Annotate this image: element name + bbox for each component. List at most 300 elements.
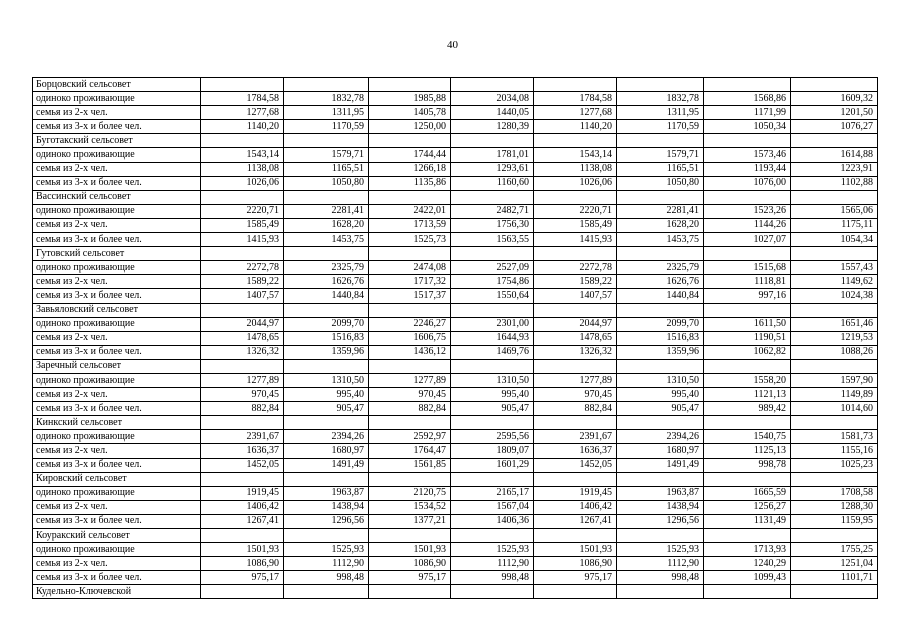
empty-cell bbox=[284, 190, 369, 204]
table-row bbox=[33, 402, 878, 416]
value-cell: 1267,41 bbox=[201, 514, 284, 528]
value-cell: 1088,26 bbox=[791, 345, 878, 359]
value-cell: 1266,18 bbox=[369, 162, 451, 176]
value-cell: 1755,25 bbox=[791, 543, 878, 557]
table-row bbox=[33, 261, 878, 275]
group-name: Вассинский сельсовет bbox=[33, 190, 201, 204]
value-cell: 975,17 bbox=[369, 571, 451, 585]
table-row bbox=[33, 120, 878, 134]
value-cell: 2474,08 bbox=[369, 261, 451, 275]
row-label: одиноко проживающие bbox=[33, 204, 201, 218]
empty-cell bbox=[201, 585, 284, 599]
value-cell: 1636,37 bbox=[534, 444, 617, 458]
value-cell: 1597,90 bbox=[791, 373, 878, 387]
empty-cell bbox=[534, 359, 617, 373]
empty-cell bbox=[704, 78, 791, 92]
row-label: семья из 2-х чел. bbox=[33, 444, 201, 458]
table-body bbox=[33, 78, 878, 599]
row-label: одиноко проживающие bbox=[33, 430, 201, 444]
value-cell: 2301,00 bbox=[451, 317, 534, 331]
value-cell: 1609,32 bbox=[791, 92, 878, 106]
value-cell: 2272,78 bbox=[534, 261, 617, 275]
value-cell: 1310,50 bbox=[451, 373, 534, 387]
group-name: Кировский сельсовет bbox=[33, 472, 201, 486]
value-cell: 905,47 bbox=[617, 402, 704, 416]
value-cell: 1440,05 bbox=[451, 106, 534, 120]
value-cell: 1919,45 bbox=[534, 486, 617, 500]
value-cell: 1585,49 bbox=[201, 218, 284, 232]
value-cell: 1478,65 bbox=[534, 331, 617, 345]
value-cell: 2165,17 bbox=[451, 486, 534, 500]
value-cell: 1050,34 bbox=[704, 120, 791, 134]
empty-cell bbox=[451, 472, 534, 486]
value-cell: 1764,47 bbox=[369, 444, 451, 458]
value-cell: 1581,73 bbox=[791, 430, 878, 444]
empty-cell bbox=[201, 78, 284, 92]
empty-cell bbox=[534, 190, 617, 204]
value-cell: 1415,93 bbox=[201, 233, 284, 247]
group-header-row bbox=[33, 247, 878, 261]
group-name: Кинкский сельсовет bbox=[33, 416, 201, 430]
value-cell: 1201,50 bbox=[791, 106, 878, 120]
table-row bbox=[33, 486, 878, 500]
value-cell: 1452,05 bbox=[201, 458, 284, 472]
value-cell: 1359,96 bbox=[617, 345, 704, 359]
value-cell: 1754,86 bbox=[451, 275, 534, 289]
empty-cell bbox=[791, 359, 878, 373]
value-cell: 1296,56 bbox=[617, 514, 704, 528]
empty-cell bbox=[369, 472, 451, 486]
value-cell: 1626,76 bbox=[284, 275, 369, 289]
value-cell: 970,45 bbox=[369, 388, 451, 402]
value-cell: 1534,52 bbox=[369, 500, 451, 514]
value-cell: 1406,42 bbox=[201, 500, 284, 514]
empty-cell bbox=[451, 585, 534, 599]
value-cell: 1086,90 bbox=[534, 557, 617, 571]
empty-cell bbox=[284, 529, 369, 543]
value-cell: 995,40 bbox=[451, 388, 534, 402]
value-cell: 1585,49 bbox=[534, 218, 617, 232]
empty-cell bbox=[284, 416, 369, 430]
empty-cell bbox=[704, 585, 791, 599]
empty-cell bbox=[284, 472, 369, 486]
empty-cell bbox=[451, 78, 534, 92]
empty-cell bbox=[534, 303, 617, 317]
value-cell: 1086,90 bbox=[201, 557, 284, 571]
value-cell: 1131,49 bbox=[704, 514, 791, 528]
value-cell: 1165,51 bbox=[617, 162, 704, 176]
value-cell: 1452,05 bbox=[534, 458, 617, 472]
table-row bbox=[33, 345, 878, 359]
value-cell: 1086,90 bbox=[369, 557, 451, 571]
empty-cell bbox=[617, 472, 704, 486]
table-row bbox=[33, 176, 878, 190]
value-cell: 1277,68 bbox=[201, 106, 284, 120]
empty-cell bbox=[617, 359, 704, 373]
value-cell: 1525,73 bbox=[369, 233, 451, 247]
value-cell: 2044,97 bbox=[201, 317, 284, 331]
empty-cell bbox=[617, 416, 704, 430]
value-cell: 1515,68 bbox=[704, 261, 791, 275]
value-cell: 1101,71 bbox=[791, 571, 878, 585]
empty-cell bbox=[791, 472, 878, 486]
value-cell: 1112,90 bbox=[617, 557, 704, 571]
table-row bbox=[33, 373, 878, 387]
value-cell: 2220,71 bbox=[201, 204, 284, 218]
value-cell: 2099,70 bbox=[284, 317, 369, 331]
empty-cell bbox=[369, 190, 451, 204]
value-cell: 882,84 bbox=[369, 402, 451, 416]
group-name: Заречный сельсовет bbox=[33, 359, 201, 373]
value-cell: 1121,13 bbox=[704, 388, 791, 402]
value-cell: 1478,65 bbox=[201, 331, 284, 345]
value-cell: 1170,59 bbox=[284, 120, 369, 134]
group-header-row bbox=[33, 416, 878, 430]
value-cell: 1406,42 bbox=[534, 500, 617, 514]
value-cell: 1125,13 bbox=[704, 444, 791, 458]
value-cell: 1025,23 bbox=[791, 458, 878, 472]
row-label: одиноко проживающие bbox=[33, 543, 201, 557]
value-cell: 2391,67 bbox=[534, 430, 617, 444]
empty-cell bbox=[617, 247, 704, 261]
value-cell: 1288,30 bbox=[791, 500, 878, 514]
table-row bbox=[33, 92, 878, 106]
value-cell: 995,40 bbox=[284, 388, 369, 402]
value-cell: 1310,50 bbox=[617, 373, 704, 387]
value-cell: 998,48 bbox=[617, 571, 704, 585]
value-cell: 1140,20 bbox=[534, 120, 617, 134]
value-cell: 882,84 bbox=[534, 402, 617, 416]
value-cell: 989,42 bbox=[704, 402, 791, 416]
value-cell: 2527,09 bbox=[451, 261, 534, 275]
value-cell: 1102,88 bbox=[791, 176, 878, 190]
table-row bbox=[33, 148, 878, 162]
value-cell: 1144,26 bbox=[704, 218, 791, 232]
value-cell: 1280,39 bbox=[451, 120, 534, 134]
value-cell: 1407,57 bbox=[534, 289, 617, 303]
empty-cell bbox=[704, 247, 791, 261]
value-cell: 1469,76 bbox=[451, 345, 534, 359]
value-cell: 1026,06 bbox=[534, 176, 617, 190]
table-row bbox=[33, 162, 878, 176]
group-name: Кудельно-Ключевской bbox=[33, 585, 201, 599]
value-cell: 1149,62 bbox=[791, 275, 878, 289]
value-cell: 1267,41 bbox=[534, 514, 617, 528]
table-row bbox=[33, 500, 878, 514]
empty-cell bbox=[704, 359, 791, 373]
value-cell: 1589,22 bbox=[201, 275, 284, 289]
value-cell: 998,78 bbox=[704, 458, 791, 472]
empty-cell bbox=[791, 247, 878, 261]
empty-cell bbox=[201, 416, 284, 430]
value-cell: 1809,07 bbox=[451, 444, 534, 458]
empty-cell bbox=[534, 585, 617, 599]
row-label: семья из 2-х чел. bbox=[33, 500, 201, 514]
group-header-row bbox=[33, 585, 878, 599]
value-cell: 1781,01 bbox=[451, 148, 534, 162]
value-cell: 1440,84 bbox=[284, 289, 369, 303]
value-cell: 1579,71 bbox=[284, 148, 369, 162]
value-cell: 1250,00 bbox=[369, 120, 451, 134]
empty-cell bbox=[704, 134, 791, 148]
value-cell: 1062,82 bbox=[704, 345, 791, 359]
row-label: семья из 2-х чел. bbox=[33, 557, 201, 571]
value-cell: 1076,00 bbox=[704, 176, 791, 190]
value-cell: 1076,27 bbox=[791, 120, 878, 134]
table-row bbox=[33, 289, 878, 303]
empty-cell bbox=[704, 416, 791, 430]
empty-cell bbox=[534, 472, 617, 486]
empty-cell bbox=[201, 472, 284, 486]
value-cell: 1525,93 bbox=[451, 543, 534, 557]
group-header-row bbox=[33, 529, 878, 543]
value-cell: 1525,93 bbox=[284, 543, 369, 557]
row-label: семья из 3-х и более чел. bbox=[33, 233, 201, 247]
row-label: одиноко проживающие bbox=[33, 92, 201, 106]
value-cell: 2394,26 bbox=[617, 430, 704, 444]
value-cell: 1651,46 bbox=[791, 317, 878, 331]
value-cell: 1601,29 bbox=[451, 458, 534, 472]
value-cell: 970,45 bbox=[201, 388, 284, 402]
value-cell: 1832,78 bbox=[284, 92, 369, 106]
value-cell: 975,17 bbox=[534, 571, 617, 585]
row-label: семья из 2-х чел. bbox=[33, 275, 201, 289]
value-cell: 1438,94 bbox=[284, 500, 369, 514]
value-cell: 975,17 bbox=[201, 571, 284, 585]
value-cell: 1296,56 bbox=[284, 514, 369, 528]
value-cell: 1589,22 bbox=[534, 275, 617, 289]
value-cell: 1626,76 bbox=[617, 275, 704, 289]
value-cell: 1415,93 bbox=[534, 233, 617, 247]
empty-cell bbox=[791, 416, 878, 430]
empty-cell bbox=[451, 134, 534, 148]
value-cell: 1963,87 bbox=[617, 486, 704, 500]
value-cell: 997,16 bbox=[704, 289, 791, 303]
value-cell: 1756,30 bbox=[451, 218, 534, 232]
group-header-row bbox=[33, 303, 878, 317]
value-cell: 1293,61 bbox=[451, 162, 534, 176]
empty-cell bbox=[201, 303, 284, 317]
value-cell: 1563,55 bbox=[451, 233, 534, 247]
empty-cell bbox=[201, 529, 284, 543]
row-label: семья из 2-х чел. bbox=[33, 331, 201, 345]
value-cell: 1501,93 bbox=[369, 543, 451, 557]
value-cell: 1175,11 bbox=[791, 218, 878, 232]
empty-cell bbox=[791, 190, 878, 204]
value-cell: 1223,91 bbox=[791, 162, 878, 176]
empty-cell bbox=[617, 78, 704, 92]
row-label: одиноко проживающие bbox=[33, 148, 201, 162]
value-cell: 1540,75 bbox=[704, 430, 791, 444]
row-label: одиноко проживающие bbox=[33, 317, 201, 331]
empty-cell bbox=[791, 134, 878, 148]
group-name: Коуракский сельсовет bbox=[33, 529, 201, 543]
row-label: семья из 3-х и более чел. bbox=[33, 514, 201, 528]
empty-cell bbox=[369, 134, 451, 148]
value-cell: 1516,83 bbox=[284, 331, 369, 345]
value-cell: 1438,94 bbox=[617, 500, 704, 514]
value-cell: 1240,29 bbox=[704, 557, 791, 571]
value-cell: 1099,43 bbox=[704, 571, 791, 585]
value-cell: 1277,68 bbox=[534, 106, 617, 120]
value-cell: 1440,84 bbox=[617, 289, 704, 303]
row-label: семья из 3-х и более чел. bbox=[33, 120, 201, 134]
value-cell: 1558,20 bbox=[704, 373, 791, 387]
table-row bbox=[33, 430, 878, 444]
empty-cell bbox=[451, 303, 534, 317]
value-cell: 1579,71 bbox=[617, 148, 704, 162]
value-cell: 1138,08 bbox=[201, 162, 284, 176]
value-cell: 1135,86 bbox=[369, 176, 451, 190]
value-cell: 1159,95 bbox=[791, 514, 878, 528]
group-name: Завьяловский сельсовет bbox=[33, 303, 201, 317]
value-cell: 1713,93 bbox=[704, 543, 791, 557]
empty-cell bbox=[451, 529, 534, 543]
value-cell: 1606,75 bbox=[369, 331, 451, 345]
group-header-row bbox=[33, 78, 878, 92]
value-cell: 1453,75 bbox=[284, 233, 369, 247]
empty-cell bbox=[617, 134, 704, 148]
row-label: семья из 2-х чел. bbox=[33, 388, 201, 402]
value-cell: 1170,59 bbox=[617, 120, 704, 134]
row-label: семья из 3-х и более чел. bbox=[33, 458, 201, 472]
value-cell: 1963,87 bbox=[284, 486, 369, 500]
value-cell: 905,47 bbox=[451, 402, 534, 416]
value-cell: 1436,12 bbox=[369, 345, 451, 359]
value-cell: 882,84 bbox=[201, 402, 284, 416]
table-row bbox=[33, 458, 878, 472]
value-cell: 1310,50 bbox=[284, 373, 369, 387]
table-row bbox=[33, 317, 878, 331]
value-cell: 1112,90 bbox=[451, 557, 534, 571]
value-cell: 1326,32 bbox=[534, 345, 617, 359]
empty-cell bbox=[617, 190, 704, 204]
value-cell: 1160,60 bbox=[451, 176, 534, 190]
empty-cell bbox=[284, 78, 369, 92]
value-cell: 1251,04 bbox=[791, 557, 878, 571]
empty-cell bbox=[791, 78, 878, 92]
value-cell: 1024,38 bbox=[791, 289, 878, 303]
empty-cell bbox=[617, 585, 704, 599]
value-cell: 1543,14 bbox=[534, 148, 617, 162]
value-cell: 1516,83 bbox=[617, 331, 704, 345]
empty-cell bbox=[369, 416, 451, 430]
value-cell: 2220,71 bbox=[534, 204, 617, 218]
empty-cell bbox=[369, 529, 451, 543]
value-cell: 1644,93 bbox=[451, 331, 534, 345]
value-cell: 1614,88 bbox=[791, 148, 878, 162]
value-cell: 970,45 bbox=[534, 388, 617, 402]
value-cell: 1453,75 bbox=[617, 233, 704, 247]
value-cell: 2034,08 bbox=[451, 92, 534, 106]
value-cell: 2246,27 bbox=[369, 317, 451, 331]
value-cell: 2325,79 bbox=[617, 261, 704, 275]
row-label: семья из 2-х чел. bbox=[33, 106, 201, 120]
value-cell: 1219,53 bbox=[791, 331, 878, 345]
value-cell: 1543,14 bbox=[201, 148, 284, 162]
table-row bbox=[33, 275, 878, 289]
value-cell: 1405,78 bbox=[369, 106, 451, 120]
empty-cell bbox=[534, 134, 617, 148]
table-row bbox=[33, 233, 878, 247]
row-label: одиноко проживающие bbox=[33, 261, 201, 275]
value-cell: 1118,81 bbox=[704, 275, 791, 289]
empty-cell bbox=[534, 247, 617, 261]
empty-cell bbox=[201, 359, 284, 373]
value-cell: 1165,51 bbox=[284, 162, 369, 176]
table-row bbox=[33, 204, 878, 218]
value-cell: 1523,26 bbox=[704, 204, 791, 218]
group-header-row bbox=[33, 359, 878, 373]
value-cell: 1155,16 bbox=[791, 444, 878, 458]
value-cell: 1054,34 bbox=[791, 233, 878, 247]
row-label: семья из 3-х и более чел. bbox=[33, 571, 201, 585]
value-cell: 1311,95 bbox=[617, 106, 704, 120]
value-cell: 1573,46 bbox=[704, 148, 791, 162]
value-cell: 1149,89 bbox=[791, 388, 878, 402]
page-number: 40 bbox=[447, 39, 458, 51]
value-cell: 2120,75 bbox=[369, 486, 451, 500]
empty-cell bbox=[201, 134, 284, 148]
table-row bbox=[33, 557, 878, 571]
empty-cell bbox=[451, 247, 534, 261]
value-cell: 1550,64 bbox=[451, 289, 534, 303]
value-cell: 1665,59 bbox=[704, 486, 791, 500]
group-header-row bbox=[33, 472, 878, 486]
value-cell: 1919,45 bbox=[201, 486, 284, 500]
value-cell: 1277,89 bbox=[534, 373, 617, 387]
empty-cell bbox=[451, 416, 534, 430]
value-cell: 1708,58 bbox=[791, 486, 878, 500]
empty-cell bbox=[617, 303, 704, 317]
empty-cell bbox=[369, 247, 451, 261]
empty-cell bbox=[201, 247, 284, 261]
empty-cell bbox=[534, 78, 617, 92]
tariff-table bbox=[32, 77, 878, 599]
value-cell: 1717,32 bbox=[369, 275, 451, 289]
value-cell: 1501,93 bbox=[201, 543, 284, 557]
value-cell: 995,40 bbox=[617, 388, 704, 402]
row-label: семья из 3-х и более чел. bbox=[33, 402, 201, 416]
group-name: Гутовский сельсовет bbox=[33, 247, 201, 261]
value-cell: 1277,89 bbox=[201, 373, 284, 387]
group-header-row bbox=[33, 190, 878, 204]
table-row bbox=[33, 571, 878, 585]
value-cell: 1138,08 bbox=[534, 162, 617, 176]
value-cell: 1014,60 bbox=[791, 402, 878, 416]
empty-cell bbox=[704, 472, 791, 486]
value-cell: 1026,06 bbox=[201, 176, 284, 190]
group-name: Буготакский сельсовет bbox=[33, 134, 201, 148]
empty-cell bbox=[534, 529, 617, 543]
group-name: Борцовский сельсовет bbox=[33, 78, 201, 92]
value-cell: 1311,95 bbox=[284, 106, 369, 120]
empty-cell bbox=[791, 585, 878, 599]
empty-cell bbox=[284, 303, 369, 317]
value-cell: 1190,51 bbox=[704, 331, 791, 345]
value-cell: 1050,80 bbox=[284, 176, 369, 190]
value-cell: 1985,88 bbox=[369, 92, 451, 106]
value-cell: 1680,97 bbox=[617, 444, 704, 458]
row-label: одиноко проживающие bbox=[33, 373, 201, 387]
empty-cell bbox=[369, 78, 451, 92]
empty-cell bbox=[284, 247, 369, 261]
value-cell: 1680,97 bbox=[284, 444, 369, 458]
value-cell: 1027,07 bbox=[704, 233, 791, 247]
value-cell: 1565,06 bbox=[791, 204, 878, 218]
table-row bbox=[33, 514, 878, 528]
value-cell: 1525,93 bbox=[617, 543, 704, 557]
